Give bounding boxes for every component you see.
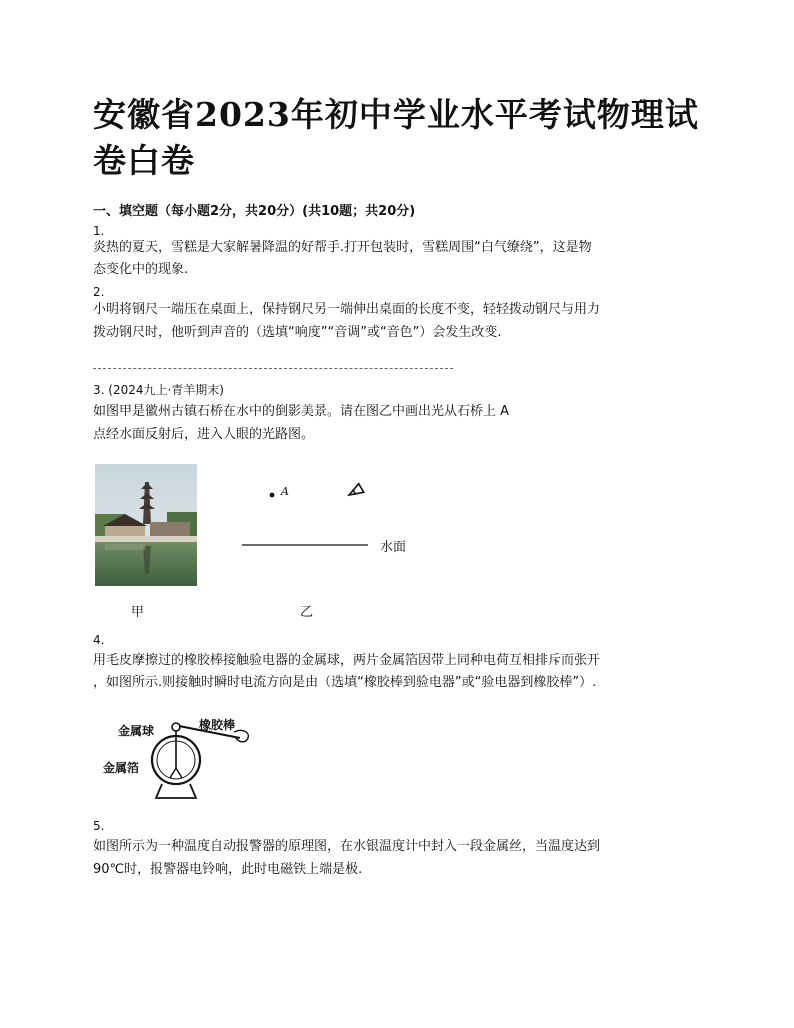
light-path-diagram [240,478,370,558]
figure-jia-caption: 甲 [131,605,145,620]
question-2-line-2: 拨动钢尺时，他听到声音的（选填“响度”“音调”或“音色”）会发生改变. [93,325,502,340]
question-3-number: 3. (2024九上·青羊期末) [93,383,224,397]
question-5-line-2: 90℃时，报警器电铃响，此时电磁铁上端是极. [93,862,363,877]
metal-ball-label: 金属球 [118,724,155,738]
question-1-line-2: 态变化中的现象. [93,262,189,277]
metal-ball [172,723,180,731]
question-4-line-2: ，如图所示.则接触时瞬时电流方向是由（选填“橡胶棒到验电器”或“验电器到橡胶棒”）. [93,675,597,690]
water-surface-label: 水面 [380,540,407,555]
question-1-line-1: 炎热的夏天，雪糕是大家解暑降温的好帮手.打开包装时，雪糕周围“白气缭绕”，这是物 [93,240,592,255]
question-1-number: 1. [93,224,105,238]
eye-icon [347,484,364,500]
question-4-line-1: 用毛皮摩擦过的橡胶棒接触验电器的金属球，两片金属箔因带上同种电荷互相排斥而张开 [93,653,601,668]
question-3-line-1: 如图甲是徽州古镇石桥在水中的倒影美景。请在图乙中画出光从石桥上 A [93,404,510,419]
page-title: 安徽省2023年初中学业水平考试物理试卷白卷 [93,95,699,180]
question-5-number: 5. [93,819,105,833]
bridge-photo-figure [95,464,197,586]
figure-yi-caption: 乙 [300,605,314,620]
metal-foil-label: 金属箔 [103,761,140,775]
question-5-line-1: 如图所示为一种温度自动报警器的原理图，在水银温度计中封入一段金属丝，当温度达到 [93,839,601,854]
hand-icon [234,730,248,741]
dashed-divider [93,368,453,369]
question-2-line-1: 小明将钢尺一端压在桌面上，保持钢尺另一端伸出桌面的长度不变，轻轻拨动钢尺与用力 [93,302,601,317]
point-a-dot [270,493,275,498]
question-4-number: 4. [93,633,105,647]
question-3-line-2: 点经水面反射后，进入人眼的光路图。 [93,427,315,442]
point-a-label: A [281,485,289,498]
rubber-rod-label: 橡胶棒 [199,718,236,732]
question-2-number: 2. [93,285,105,299]
section-header: 一、填空题（每小题2分，共20分）(共10题；共20分) [93,204,416,219]
